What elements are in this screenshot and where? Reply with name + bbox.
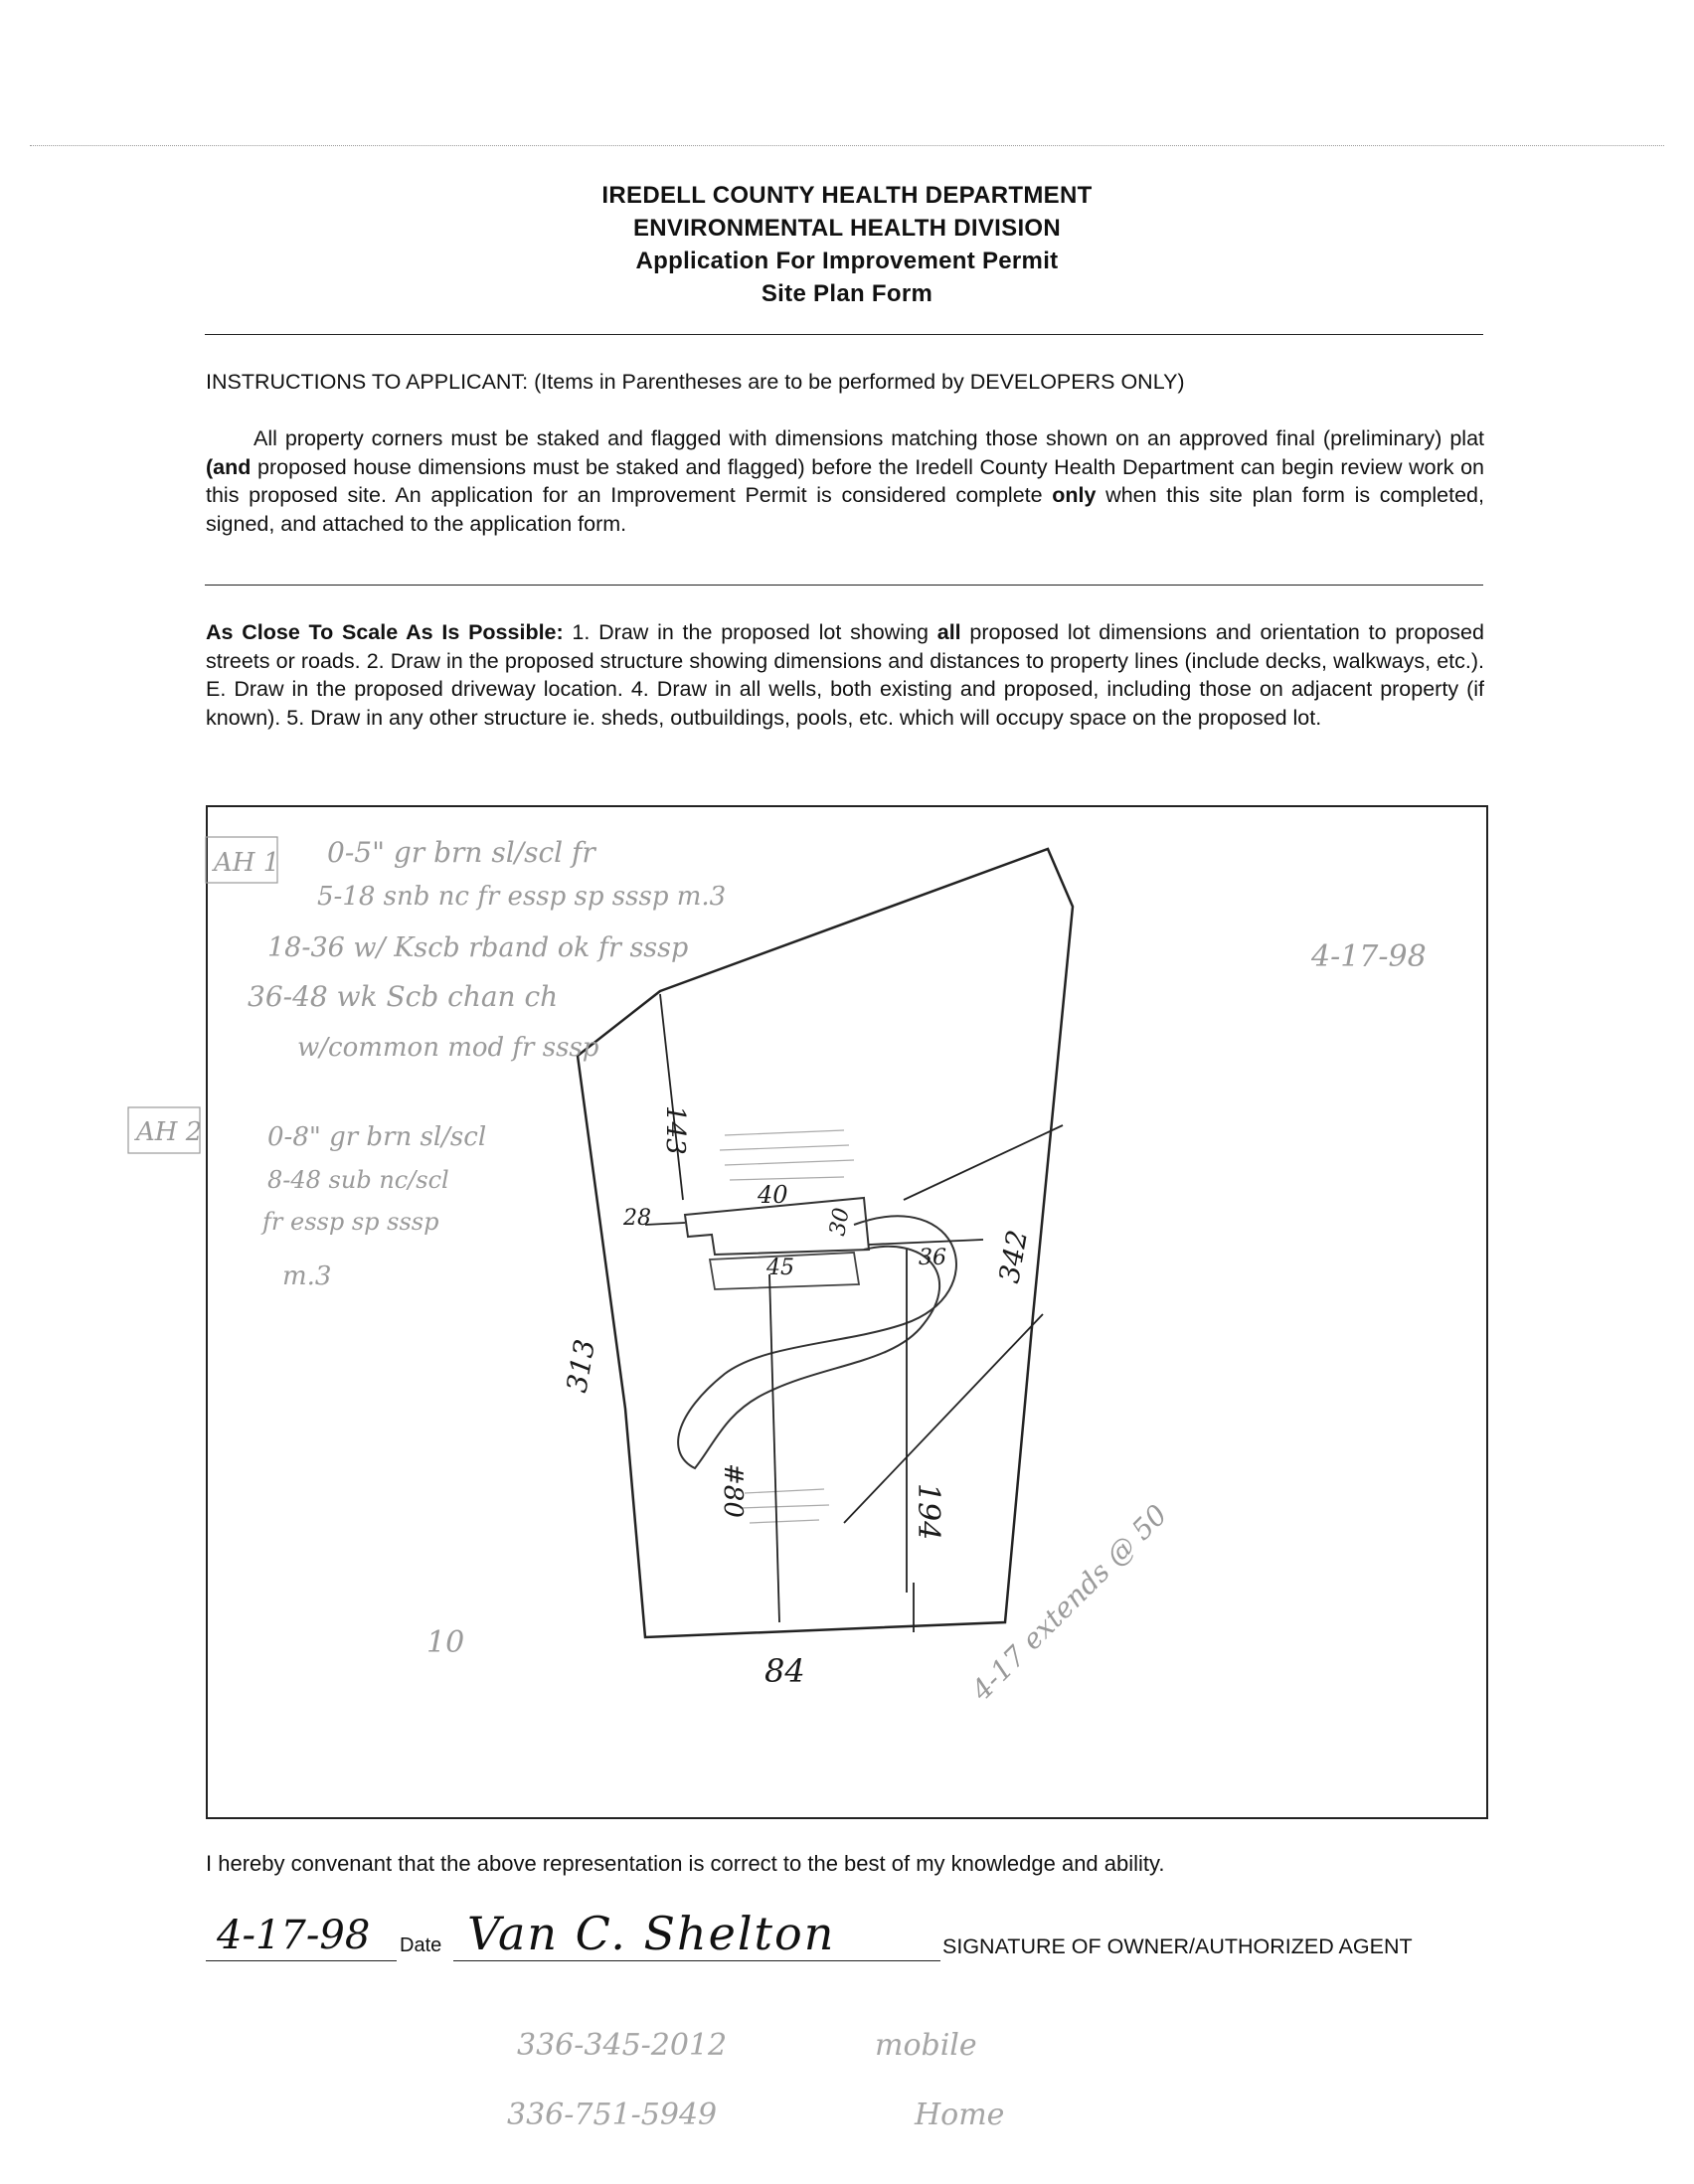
ah2-line-1: 0-8" gr brn sl/scl: [267, 1122, 487, 1152]
phone-mobile-note: mobile: [875, 2028, 977, 2063]
instructions-paragraph: All property corners must be staked and flagged with dimensions matching those shown on an approved final (preliminary) plat (and proposed house dimensions must be staked and flagged) before the Iredell County Health Department can begin review work on this proposed site. An application for an Improvement Permit is considered complete only when this site plan form is completed, signed, and attached to the application form.: [206, 426, 1484, 536]
ah1-line-1: 0-5" gr brn sl/scl fr: [327, 836, 595, 869]
ah2-line-3: fr essp sp sssp: [262, 1208, 439, 1236]
divider-middle: [205, 585, 1483, 586]
signature-label: SIGNATURE OF OWNER/AUTHORIZED AGENT: [942, 1934, 1413, 1958]
divider-top: [205, 334, 1483, 335]
drive-label: #80: [718, 1463, 748, 1518]
ah1-line-2: 5-18 snb nc fr essp sp sssp m.3: [317, 882, 727, 912]
ah2-line-2: 8-48 sub nc/scl: [267, 1166, 449, 1194]
site-plan-drawing-area: [136, 805, 1488, 1819]
dim-right: 342: [992, 1227, 1035, 1286]
date-label: Date: [400, 1934, 442, 1956]
ah2-tag: AH 2: [136, 1117, 203, 1147]
scale-instructions-paragraph: As Close To Scale As Is Possible: 1. Draw in the proposed lot showing all proposed lot dimensions and orientation to proposed streets or roads. 2. Draw in the proposed structure showing dimensions and distances to property lines (include decks, walkways, etc.). E. Draw in the proposed driveway location. 4. Draw in all wells, both existing and proposed, including those on adjacent property (if known). 5. Draw in any other structure ie. sheds, outbuildings, pools, etc. which will occupy space on the proposed lot.: [206, 620, 1484, 730]
dim-inner: 45: [766, 1256, 794, 1280]
convenant-statement: I hereby convenant that the above representation is correct to the best of my knowledge and ability.: [206, 1851, 1165, 1876]
right-note-date: 4-17-98: [1311, 939, 1427, 974]
dim-30: 30: [825, 1206, 855, 1239]
well-label: 10: [426, 1625, 465, 1660]
ah1-tag: AH 1: [214, 848, 280, 878]
phone-home-note: Home: [915, 2098, 1005, 2132]
ah1-line-4: 36-48 wk Scb chan ch: [248, 980, 559, 1013]
dim-front: 194: [911, 1483, 945, 1541]
bottom-right-note: 4-17 extends @ 50: [964, 1498, 1174, 1707]
dim-top: 143: [660, 1105, 690, 1155]
dim-house-top: 40: [758, 1181, 788, 1209]
header-line-1: IREDELL COUNTY HEALTH DEPARTMENT: [601, 182, 1093, 209]
header-line-3: Application For Improvement Permit: [635, 248, 1059, 274]
ah2-line-4: m.3: [282, 1261, 332, 1291]
ah1-line-5: w/common mod fr sssp: [297, 1033, 599, 1063]
form-header: [0, 179, 1694, 310]
phone-home: 336-751-5949: [507, 2098, 718, 2132]
scan-artifact-line: [30, 145, 1664, 146]
instructions-title: INSTRUCTIONS TO APPLICANT: (Items in Parentheses are to be performed by DEVELOPERS ONLY): [206, 370, 1185, 394]
dim-left: 313: [560, 1336, 602, 1396]
signed-date: 4-17-98: [217, 1913, 371, 1958]
owner-signature: Van C. Shelton: [467, 1907, 836, 1960]
dim-bottom: 84: [764, 1652, 805, 1690]
site-plan-sketch: [136, 807, 1490, 1821]
ah1-line-3: 18-36 w/ Kscb rband ok fr sssp: [267, 932, 689, 963]
header-line-2: ENVIRONMENTAL HEALTH DIVISION: [632, 215, 1062, 242]
dim-left-offset: 28: [623, 1206, 651, 1231]
header-line-4: Site Plan Form: [761, 280, 933, 307]
phone-mobile: 336-345-2012: [517, 2028, 728, 2063]
dim-36: 36: [919, 1246, 946, 1270]
